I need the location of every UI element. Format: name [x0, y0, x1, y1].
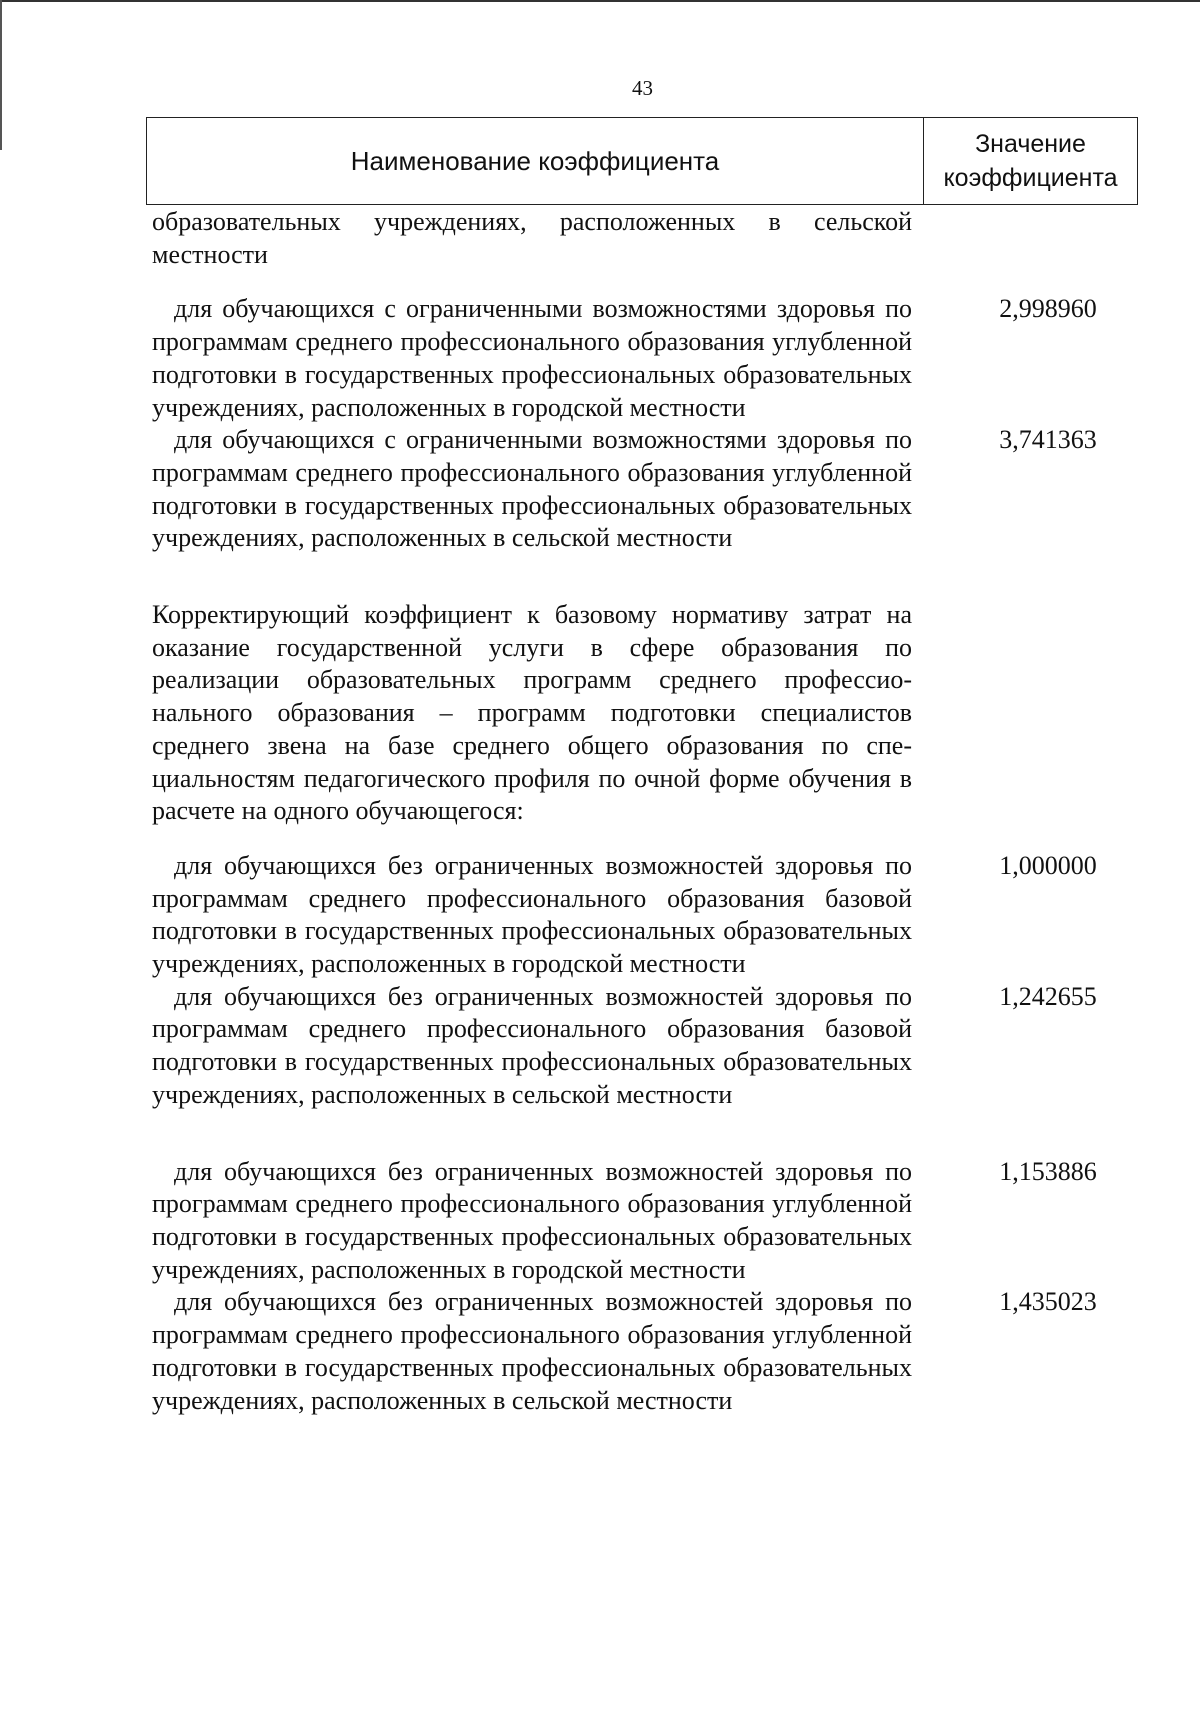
table-row: [152, 599, 1192, 828]
row-text: для обучающихся без ограниченных возможностей здоровья по программам среднего профессионального образования базовой подготовки в государственных профессиональных образовательных учреждениях, расположенных в сельской местности: [152, 981, 912, 1109]
page-left-border: [0, 0, 2, 150]
row-text: для обучающихся без ограниченных возможностей здоровья по программам среднего профессионального образования углубленной подготовки в государственных профессиональных образовательных учреждениях, расположенных в городской местности: [152, 1156, 912, 1284]
row-value: 1,242655: [999, 981, 1097, 1011]
row-text: для обучающихся с ограниченными возможностями здоровья по программам среднего профессионального образования углубленной подготовки в государственных профессиональных образовательных учреждениях, расположенных в городской местности: [152, 294, 912, 422]
table-row: [152, 1286, 1192, 1417]
table-row: [152, 1156, 1192, 1287]
row-text: для обучающихся без ограниченных возможностей здоровья по программам среднего профессионального образования углубленной подготовки в государственных профессиональных образовательных учреждениях, расположенных в сельской местности: [152, 1287, 912, 1415]
page-top-border: [0, 0, 1200, 2]
header-coefficient-name: Наименование коэффициента: [147, 118, 924, 204]
section-heading-text: Корректирующий коэффициент к базовому нормативу затрат на оказание государственной услуги в сфере образования по реализации образовательных программ среднего профессионального образования – программ подготовки специалистов среднего звена на базе среднего общего образования по специальностям педагогического профиля по очной форме обучения в расчете на одного обучающегося:: [152, 600, 912, 826]
header-coefficient-value: Значение коэффициента: [943, 130, 1118, 192]
table-row: [152, 293, 1192, 424]
row-spacer: [152, 271, 1192, 293]
table-row: [152, 424, 1192, 555]
table-header: [146, 117, 1138, 205]
row-value: 2,998960: [999, 294, 1097, 324]
row-text: образовательных учреждениях, расположенных в сельской местности: [152, 207, 912, 269]
table-row: [152, 850, 1192, 981]
row-text: для обучающихся с ограниченными возможностями здоровья по программам среднего профессионального образования углубленной подготовки в государственных профессиональных образовательных учреждениях, расположенных в сельской местности: [152, 425, 912, 553]
row-spacer: [152, 555, 1192, 599]
row-value: 1,435023: [999, 1287, 1097, 1317]
row-text: для обучающихся без ограниченных возможностей здоровья по программам среднего профессионального образования базовой подготовки в государственных профессиональных образовательных учреждениях, расположенных в городской местности: [152, 850, 912, 979]
row-value: 1,000000: [999, 850, 1097, 880]
row-spacer: [152, 1112, 1192, 1156]
row-spacer: [152, 828, 1192, 850]
table-row: [152, 206, 1192, 271]
table-row: [152, 981, 1192, 1112]
row-value: 3,741363: [999, 425, 1097, 455]
row-value: 1,153886: [999, 1156, 1097, 1186]
page-number: 43: [632, 76, 653, 100]
table-body: [152, 206, 1192, 1417]
